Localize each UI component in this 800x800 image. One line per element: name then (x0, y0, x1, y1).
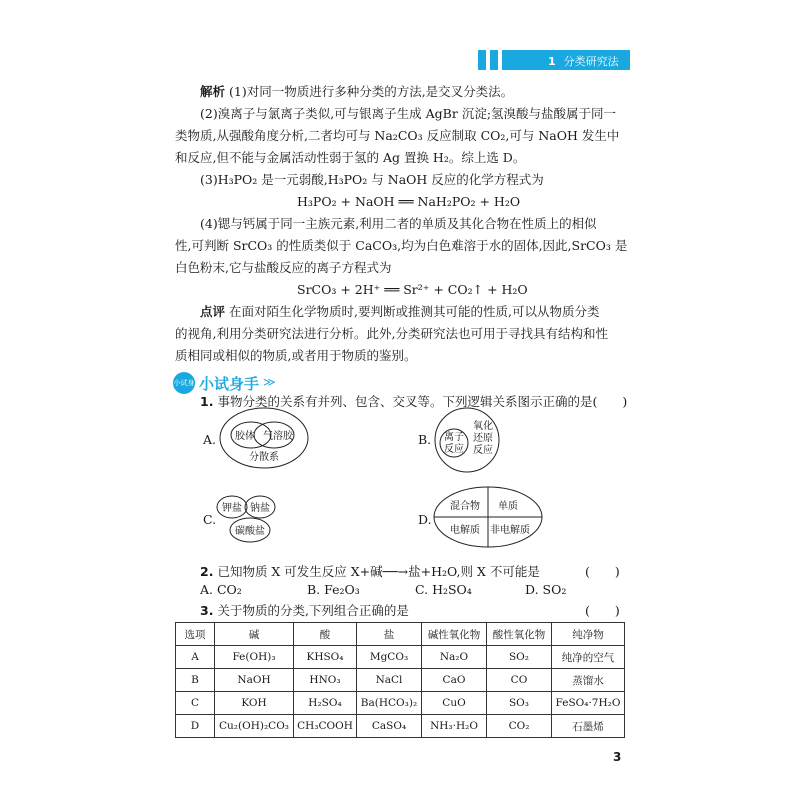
chapter-number: 1 (548, 55, 556, 68)
comment-l2: 的视角,利用分类研究法进行分析。此外,分类研究法也可用于寻找具有结构和性 (175, 326, 608, 341)
analysis-p1-line (200, 84, 513, 100)
q2-option-a: A. CO₂ (200, 582, 242, 597)
q1-option-a-letter: A. (203, 432, 217, 447)
q3-paren: ( ) (585, 603, 620, 618)
label-nonelectrolyte: 非电解质 (490, 525, 530, 536)
q2-paren: ( ) (585, 564, 620, 579)
q2-option-b: B. Fe₂O₃ (307, 582, 360, 597)
table-cell: CO₂ (487, 715, 552, 738)
table-row (176, 669, 625, 692)
table-cell: Na₂O (422, 646, 487, 669)
comment-l3: 质相同或相似的物质,或者用于物质的鉴别。 (175, 348, 417, 363)
label-carbonate: 碳酸盐 (235, 526, 265, 537)
analysis-p1: (1)对同一物质进行多种分类的方法,是交叉分类法。 (229, 84, 514, 99)
q2-text: 已知物质 X 可发生反应 X+碱──→盐+H₂O,则 X 不可能是 (217, 564, 540, 579)
chapter-header (548, 53, 619, 69)
analysis-p2a: (2)溴离子与氯离子类似,可与银离子生成 AgBr 沉淀;氢溴酸与盐酸属于同一 (200, 106, 617, 121)
table-cell: CO (487, 669, 552, 692)
label-sodium-salt: 钠盐 (250, 503, 270, 514)
table-row (176, 715, 625, 738)
label-electrolyte: 电解质 (450, 525, 480, 536)
table-cell: Cu₂(OH)₂CO₃ (215, 715, 294, 738)
diagram-c (216, 492, 288, 548)
table-cell: CH₃COOH (294, 715, 357, 738)
q3-number: 3. (200, 603, 214, 618)
label-element: 单质 (498, 501, 518, 512)
chapter-title: 分类研究法 (563, 55, 619, 68)
q1-option-d-letter: D. (418, 512, 432, 527)
q3-text: 关于物质的分类,下列组合正确的是 (217, 603, 409, 618)
diagram-b (432, 405, 502, 475)
equation-2: SrCO₃ + 2H⁺ ══ Sr²⁺ + CO₂↑ + H₂O (297, 282, 528, 297)
q1-text: 事物分类的关系有并列、包含、交叉等。下列逻辑关系图示正确的是( ) (217, 394, 628, 409)
header-stripe-1 (478, 50, 486, 70)
table-cell: 蒸馏水 (552, 669, 625, 692)
header-stripe-2 (490, 50, 498, 70)
table-cell: KHSO₄ (294, 646, 357, 669)
table-cell: 纯净的空气 (552, 646, 625, 669)
table-row (176, 646, 625, 669)
analysis-p4c: 白色粉末,它与盐酸反应的离子方程式为 (175, 260, 392, 275)
label-aerosol: 气溶胶 (263, 431, 293, 442)
table-cell: NaCl (357, 669, 422, 692)
table-cell: D (176, 715, 215, 738)
table-cell: SO₂ (487, 646, 552, 669)
table-cell: CaSO₄ (357, 715, 422, 738)
label-potassium-salt: 钾盐 (222, 503, 242, 514)
section-title: 小试身手 (199, 375, 260, 393)
table-cell: Ba(HCO₃)₂ (357, 692, 422, 715)
question-2 (200, 562, 540, 580)
table-row (176, 692, 625, 715)
analysis-p4a: (4)锶与钙属于同一主族元素,利用二者的单质及其化合物在性质上的相似 (200, 216, 597, 231)
table-header-row (176, 623, 625, 646)
q1-option-c-letter: C. (203, 512, 217, 527)
label-ionic-1: 离子 (444, 432, 464, 443)
equation-1: H₃PO₂ + NaOH ══ NaH₂PO₂ + H₂O (297, 194, 521, 209)
label-redox-1: 氧化 (473, 421, 493, 432)
table-cell: CuO (422, 692, 487, 715)
table-cell: HNO₃ (294, 669, 357, 692)
comment-label: 点评 (200, 304, 226, 319)
analysis-p2b: 类物质,从强酸角度分析,二者均可与 Na₂CO₃ 反应制取 CO₂,可与 NaOH 发生中 (175, 128, 620, 143)
section-badge-icon: 小试身手 (173, 372, 195, 394)
table-cell: A (176, 646, 215, 669)
table-cell: 石墨烯 (552, 715, 625, 738)
table-cell: C (176, 692, 215, 715)
label-dispersion: 分散系 (249, 452, 279, 463)
table-cell: KOH (215, 692, 294, 715)
table-cell: B (176, 669, 215, 692)
label-redox-3: 反应 (473, 445, 493, 456)
table-cell: FeSO₄·7H₂O (552, 692, 625, 715)
table-header-cell: 酸 (294, 623, 357, 646)
table-cell: SO₃ (487, 692, 552, 715)
table-cell: MgCO₃ (357, 646, 422, 669)
analysis-p3a: (3)H₃PO₂ 是一元弱酸,H₃PO₂ 与 NaOH 反应的化学方程式为 (200, 172, 544, 187)
table-header-cell: 盐 (357, 623, 422, 646)
table-header-cell: 碱性氧化物 (422, 623, 487, 646)
q2-number: 2. (200, 564, 214, 579)
double-chevron-icon: ≫ (263, 375, 276, 389)
comment-l1: 在面对陌生化学物质时,要判断或推测其可能的性质,可以从物质分类 (229, 304, 600, 319)
table-header-cell: 纯净物 (552, 623, 625, 646)
table-cell: NaOH (215, 669, 294, 692)
label-ionic-2: 反应 (444, 444, 464, 455)
q2-option-d: D. SO₂ (525, 582, 567, 597)
analysis-label: 解析 (200, 84, 226, 99)
q3-options-table (175, 622, 625, 738)
analysis-p4b: 性,可判断 SrCO₃ 的性质类似于 CaCO₃,均为白色难溶于水的固体,因此,SrCO₃ 是 (175, 238, 628, 253)
page-number: 3 (613, 750, 622, 764)
table-cell: NH₃·H₂O (422, 715, 487, 738)
table-cell: H₂SO₄ (294, 692, 357, 715)
table-header-cell: 碱 (215, 623, 294, 646)
diagram-a (218, 405, 310, 469)
q2-option-c: C. H₂SO₄ (415, 582, 472, 597)
table-cell: Fe(OH)₃ (215, 646, 294, 669)
q1-number: 1. (200, 394, 214, 409)
q1-option-b-letter: B. (418, 432, 432, 447)
table-header-cell: 选项 (176, 623, 215, 646)
label-colloid: 胶体 (235, 431, 255, 442)
diagram-d (432, 485, 544, 549)
question-3 (200, 601, 409, 619)
label-redox-2: 还原 (473, 433, 493, 444)
table-header-cell: 酸性氧化物 (487, 623, 552, 646)
comment-l1-line (200, 304, 599, 320)
table-cell: CaO (422, 669, 487, 692)
analysis-p2c: 和反应,但不能与金属活动性弱于氢的 Ag 置换 H₂。综上选 D。 (175, 150, 526, 165)
label-mixture: 混合物 (450, 501, 480, 512)
